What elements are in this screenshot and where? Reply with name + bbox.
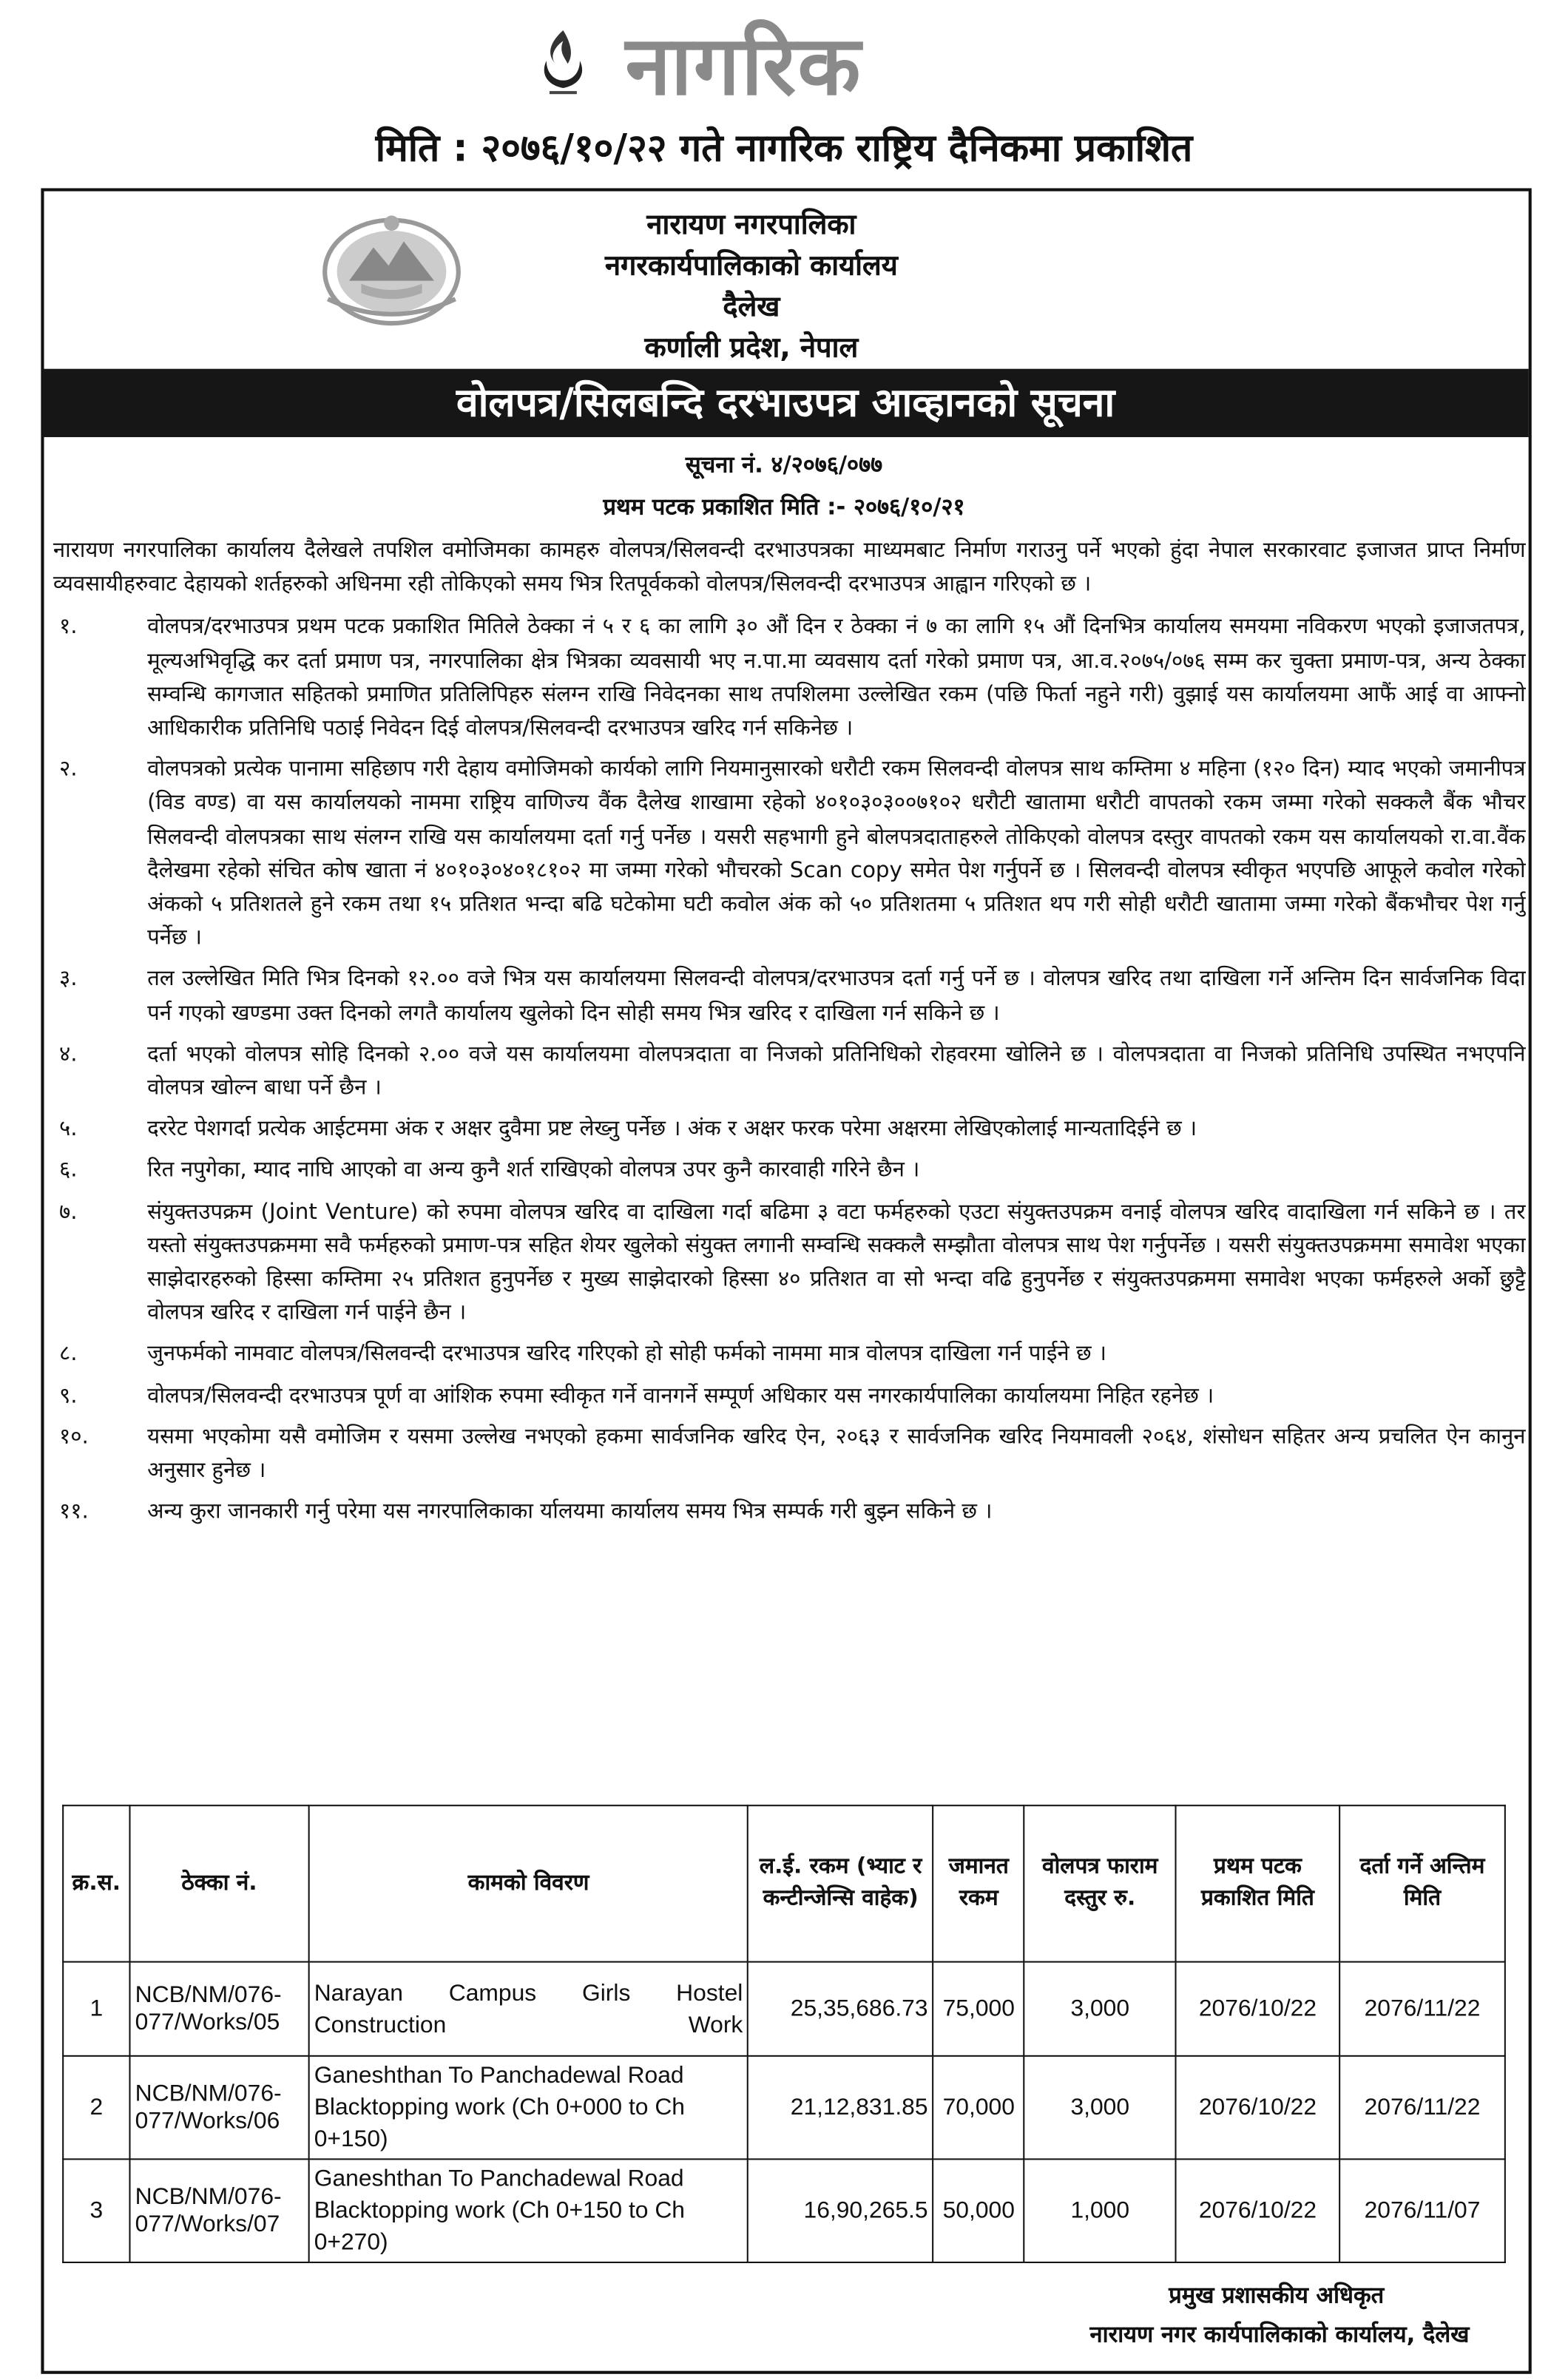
- office-line-4: कर्णाली प्रदेश, नेपाल: [644, 332, 859, 365]
- cell-bid-security: 70,000: [933, 2056, 1024, 2160]
- condition-item: [53, 753, 1526, 955]
- col-header-bid-security: जमानत रकम: [933, 1805, 1024, 1961]
- cell-contract-no: NCB/NM/076-077/Works/06: [129, 2056, 308, 2160]
- first-published-date: प्रथम पटक प्रकाशित मिति :- २०७६/१०/२१: [603, 493, 965, 521]
- office-line-2: नगरकार्यपालिकाको कार्यालय: [604, 250, 898, 283]
- condition-number: ५.: [59, 1118, 78, 1142]
- cell-deadline: 2076/11/22: [1339, 2056, 1505, 2160]
- condition-number: २.: [59, 757, 78, 782]
- condition-number: १०.: [59, 1424, 89, 1450]
- col-header-description: कामको विवरण: [309, 1805, 748, 1961]
- condition-text: वोलपत्र/सिलवन्दी दरभाउपत्र पूर्ण वा आंशिक रुपमा स्वीकृत गर्ने वानगर्ने सम्पूर्ण अधिकार यस नगरकार्यपालिका कार्यालयमा निहित रहनेछ ।: [147, 1384, 1214, 1408]
- cell-first-published: 2076/10/22: [1176, 2159, 1339, 2262]
- condition-text: रित नपुगेका, म्याद नाघि आएको वा अन्य कुनै शर्त राखिएको वोलपत्र उपर कुनै कारवाही गरिने छैन ।: [147, 1158, 920, 1183]
- condition-item: [53, 963, 1526, 1030]
- cell-cost-estimate: 16,90,265.5: [748, 2159, 933, 2262]
- condition-text: दररेट पेशगर्दा प्रत्येक आईटममा अंक र अक्षर दुवैमा प्रष्ट लेख्नु पर्नेछ । अंक र अक्षर फरक परेमा अक्षरमा लेखिएकोलाई मान्यतादिईने छ ।: [147, 1118, 1197, 1142]
- table-header-row: [63, 1805, 1505, 1961]
- col-header-deadline: दर्ता गर्ने अन्तिम मिति: [1339, 1805, 1505, 1961]
- signatory-title: प्रमुख प्रशासकीय अधिकृत: [1169, 2281, 1385, 2309]
- cell-description: Ganeshthan To Panchadewal Road Blacktopping work (Ch 0+150 to Ch 0+270): [309, 2159, 748, 2262]
- condition-text: वोलपत्रको प्रत्येक पानामा सहिछाप गरी देहाय वमोजिमको कार्यको लागि नियमानुसारको धरौटी रकम सिलवन्दी वोलपत्र साथ कम्तिमा ४ महिना (१२० दिन) म्याद भएको जमानीपत्र (विड वण्ड) वा यस कार्यालयको नाममा राष्ट्रिय वाणिज्य वैंक दैलेख शाखामा रहेको ४०१०३०३००७१०२ धरौटी खातामा धरौटी वापतको रकम जम्मा गरेको सक्कलै बैंक भौचर सिलवन्दी वोलपत्रका साथ संलग्न राखि यस कार्यालयमा दर्ता गर्नु पर्नेछ । यसरी सहभागी हुने बोलपत्रदाताहरुले तोकिएको वोलपत्र दस्तुर वापतको रकम यस कार्यालयको रा.वा.वैंक दैलेखमा रहेको संचित कोष खाता नं ४०१०३०४०१८१०२ मा जम्मा गरेको भौचरको Scan copy समेत पेश गर्नुपर्ने छ । सिलवन्दी वोलपत्र स्वीकृत भएपछि आफूले कवोल गरेको अंकको ५ प्रतिशतले हुने रकम तथा १५ प्रतिशत भन्दा बढि घटेकोमा घटी कवोल अंक को ५० प्रतिशतमा ५ प्रतिशत थप गरी सोही धरौटी खातामा जम्मा गरेको बैंकभौचर पेश गर्नु पर्नेछ ।: [147, 757, 1526, 951]
- office-line-1: नारायण नगरपालिका: [646, 209, 856, 242]
- cell-cost-estimate: 21,12,831.85: [748, 2056, 933, 2160]
- condition-item: [53, 1421, 1526, 1488]
- newspaper-logo: नागरिक: [625, 18, 862, 114]
- masthead: [0, 0, 1568, 182]
- tender-table: [62, 1805, 1506, 2263]
- notice-number: सूचना नं. ४/२०७६/०७७: [685, 450, 883, 479]
- condition-number: ११.: [59, 1500, 89, 1525]
- condition-number: ६.: [59, 1158, 78, 1183]
- condition-item: [53, 1038, 1526, 1105]
- cell-first-published: 2076/10/22: [1176, 1962, 1339, 2056]
- cell-contract-no: NCB/NM/076-077/Works/05: [129, 1962, 308, 2056]
- cell-bid-security: 50,000: [933, 2159, 1024, 2262]
- col-header-sn: क्र.स.: [63, 1805, 129, 1961]
- condition-text: जुनफर्मको नामवाट वोलपत्र/सिलवन्दी दरभाउपत्र खरिद गरिएको हो सोही फर्मको नाममा मात्र वोलपत्र दाखिला गर्न पाईने छ ।: [147, 1342, 1107, 1368]
- table-row: [63, 2159, 1505, 2262]
- col-header-form-fee: वोलपत्र फाराम दस्तुर रु.: [1024, 1805, 1176, 1961]
- condition-number: १.: [59, 615, 78, 640]
- cell-deadline: 2076/11/22: [1339, 1962, 1505, 2056]
- condition-number: ८.: [59, 1342, 78, 1368]
- col-header-first-published: प्रथम पटक प्रकाशित मिति: [1176, 1805, 1339, 1961]
- table-row: [63, 1962, 1505, 2056]
- flame-logo-icon: [534, 27, 592, 97]
- office-heading: [501, 205, 1001, 369]
- cell-bid-security: 75,000: [933, 1962, 1024, 2056]
- condition-text: वोलपत्र/दरभाउपत्र प्रथम पटक प्रकाशित मितिले ठेक्का नं ५ र ६ का लागि ३० औं दिन र ठेक्का नं ७ का लागि १५ औं दिनभित्र कार्यालय समयमा नविकरण भएको इजाजतपत्र, मूल्यअभिवृद्धि कर दर्ता प्रमाण पत्र, नगरपालिका क्षेत्र भित्रका व्यवसायी भए न.पा.मा व्यवसाय दर्ता गरेको प्रमाण पत्र, आ.व.२०७५/०७६ सम्म कर चुक्ता प्रमाण-पत्र, अन्य ठेक्का सम्वन्धि कागजात सहितको प्रमाणित प्रतिलिपिहरु संलग्न राखि निवेदनका साथ तपशिलमा उल्लेखित रकम (पछि फिर्ता नहुने गरी) वुझाई यस कार्यालयमा आफैं आई वा आफ्नो आधिकारीक प्रतिनिधि पठाई निवेदन दिई वोलपत्र/सिलवन्दी दरभाउपत्र खरिद गर्न सकिनेछ ।: [147, 615, 1526, 741]
- cell-deadline: 2076/11/07: [1339, 2159, 1505, 2262]
- cell-sn: 1: [63, 1962, 129, 2056]
- nepal-emblem-icon: [316, 208, 467, 329]
- condition-item: [53, 611, 1526, 746]
- condition-text: तल उल्लेखित मिति भित्र दिनको १२.०० वजे भित्र यस कार्यालयमा सिलवन्दी वोलपत्र/दरभाउपत्र दर्ता गर्नु पर्ने छ । वोलपत्र खरिद तथा दाखिला गर्ने अन्तिम दिन सार्वजनिक विदा पर्न गएको खण्डमा उक्त दिनको लगतै कार्यालय खुलेको दिन सोही समय भित्र खरिद र दाखिला गर्न सकिने छ ।: [147, 967, 1526, 1026]
- cell-first-published: 2076/10/22: [1176, 2056, 1339, 2160]
- notice-title-banner: वोलपत्र/सिलबन्दि दरभाउपत्र आव्हानको सूचना: [42, 369, 1528, 437]
- cell-description: Narayan Campus Girls Hostel Construction Work: [309, 1962, 748, 2056]
- cell-contract-no: NCB/NM/076-077/Works/07: [129, 2159, 308, 2262]
- condition-item: [53, 1196, 1526, 1331]
- condition-text: दर्ता भएको वोलपत्र सोहि दिनको २.०० वजे यस कार्यालयमा वोलपत्रदाता वा निजको प्रतिनिधिको रोहवरमा खोलिने छ । वोलपत्रदाता वा निजको प्रतिनिधि उपस्थित नभएपनि वोलपत्र खोल्न बाधा पर्ने छैन ।: [147, 1042, 1526, 1101]
- condition-number: ७.: [59, 1200, 78, 1225]
- cell-sn: 3: [63, 2159, 129, 2262]
- table-row: [63, 2056, 1505, 2160]
- signatory-office: नारायण नगर कार्यपालिकाको कार्यालय, दैलेख: [1089, 2320, 1470, 2348]
- condition-number: ४.: [59, 1042, 78, 1067]
- col-header-cost-estimate: ल.ई. रकम (भ्याट र कन्टीन्जेन्सि वाहेक): [748, 1805, 933, 1961]
- condition-text: अन्य कुरा जानकारी गर्नु परेमा यस नगरपालिकाका र्यालयमा कार्यालय समय भित्र सम्पर्क गरी बुझ्न सकिने छ ।: [147, 1500, 993, 1525]
- condition-item: [53, 1379, 1526, 1413]
- condition-item: [53, 1338, 1526, 1372]
- cell-form-fee: 3,000: [1024, 1962, 1176, 2056]
- condition-item: [53, 1495, 1526, 1529]
- publication-date-line: मिति : २०७६/१०/२२ गते नागरिक राष्ट्रिय दैनिकमा प्रकाशित: [375, 126, 1193, 170]
- condition-text: संयुक्तउपक्रम (Joint Venture) को रुपमा वोलपत्र खरिद वा दाखिला गर्दा बढिमा ३ वटा फर्महरुको एउटा संयुक्तउपक्रम वनाई वोलपत्र खरिद वादाखिला गर्न सकिने छ । तर यस्तो संयुक्तउपक्रममा सवै फर्महरुको प्रमाण-पत्र सहित शेयर खुलेको संयुक्त लगानी सम्वन्धि सक्कलै सम्झौता वोलपत्र साथ पेश गर्नुपर्नेछ । यसरी संयुक्तउपक्रममा समावेश भएका साझेदारहरुको हिस्सा कम्तिमा २५ प्रतिशत हुनुपर्नेछ र मुख्य साझेदारको हिस्सा ४० प्रतिशत वा सो भन्दा वढि हुनुपर्नेछ र संयुक्तउपक्रममा समावेश भएका फर्महरुले अर्को छुट्टै वोलपत्र खरिद र दाखिला गर्न पाईने छैन ।: [147, 1200, 1526, 1326]
- condition-item: [53, 1113, 1526, 1147]
- condition-number: ३.: [59, 967, 78, 993]
- intro-paragraph: नारायण नगरपालिका कार्यालय दैलेखले तपशिल वमोजिमका कामहरु वोलपत्र/सिलवन्दी दरभाउपत्रका माध्यमबाट निर्माण गराउनु पर्ने भएको हुंदा नेपाल सरकारवाट इजाजत प्राप्त निर्माण व्यवसायीहरुवाट देहायको शर्तहरुको अधिनमा रही तोकिएको समय भित्र रितपूर्वकको वोलपत्र/सिलवन्दी दरभाउपत्र आह्वान गरिएको छ ।: [53, 538, 1526, 597]
- col-header-contract-no: ठेक्का नं.: [129, 1805, 308, 1961]
- cell-form-fee: 3,000: [1024, 2056, 1176, 2160]
- cell-form-fee: 1,000: [1024, 2159, 1176, 2262]
- notice-body: [53, 534, 1526, 1537]
- cell-description: Ganeshthan To Panchadewal Road Blacktopping work (Ch 0+000 to Ch 0+150): [309, 2056, 748, 2160]
- office-line-3: दैलेख: [723, 291, 780, 324]
- cell-sn: 2: [63, 2056, 129, 2160]
- condition-item: [53, 1154, 1526, 1189]
- condition-number: ९.: [59, 1384, 78, 1408]
- condition-text: यसमा भएकोमा यसै वमोजिम र यसमा उल्लेख नभएको हकमा सार्वजनिक खरिद ऐन, २०६३ र सार्वजनिक खरिद नियमावली २०६४, शंसोधन सहितर अन्य प्रचलित ऐन कानुन अनुसार हुनेछ ।: [147, 1424, 1526, 1484]
- cell-cost-estimate: 25,35,686.73: [748, 1962, 933, 2056]
